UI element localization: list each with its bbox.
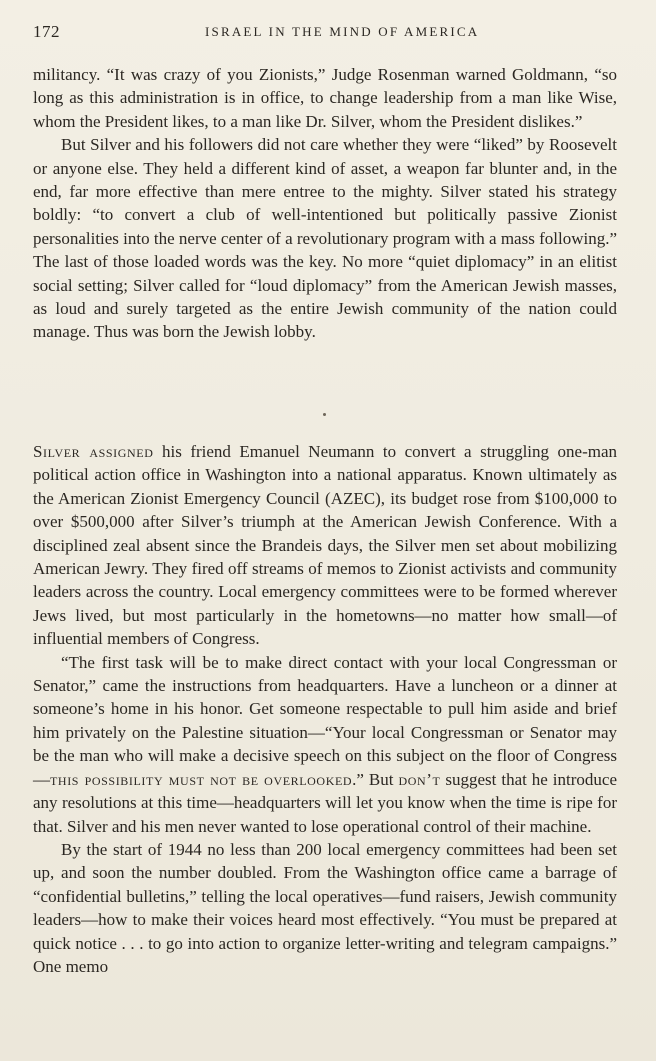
text-block-top <box>33 63 617 344</box>
paragraph-4-part-a: “The first task will be to make direct contact with your local Congressman or Senator,” came the instructions from headquarters. Have a luncheon or a dinner at someone’s home in his honor. Get someone respectable to pull him aside and brief him privately on the Palestine situation—“Your local Congressman or Senator may be the man who will make a decisive speech on this subject on the floor of Congress— <box>33 652 617 789</box>
paragraph-3 <box>33 440 617 651</box>
page-number: 172 <box>33 22 60 41</box>
paragraph-1: militancy. “It was crazy of you Zionists,” Judge Rosenman warned Goldmann, “so long as this administration is in office, to change leadership from a man like Wise, whom the President likes, to a man like Dr. Silver, whom the President dislikes.” <box>33 65 617 131</box>
paragraph-4 <box>33 651 617 838</box>
paragraph-4-part-b: .” But <box>352 769 399 789</box>
emphasis-caps-1: this possibility must not be overlooked <box>50 769 353 789</box>
paragraph-3-body: his friend Emanuel Neumann to convert a struggling one-man political action office in Washington into a national apparatus. Known ultimately as the American Zionist Emergency Council (AZEC), its budget rose from $100,000 to over $500,000 after Silver’s triumph at the American Jewish Conference. With a disciplined zeal absent since the Brandeis days, the Silver men set about mobilizing American Jewry. They fired off streams of memos to Zionist activists and community leaders across the country. Local emergency committees were to be formed wherever Jews lived, but most particularly in the hometowns—no matter how small—of influential members of Congress. <box>33 442 617 649</box>
emphasis-caps-2: don’t <box>398 769 441 789</box>
paragraph-2: But Silver and his followers did not care whether they were “liked” by Roosevelt or anyone else. They held a different kind of asset, a weapon far blunter and, in the end, far more effective than mere entree to the mighty. Silver stated his strategy boldly: “to convert a club of well-intentioned but politically passive Zionist personalities into the nerve center of a revolutionary program with a mass following.” The last of those loaded words was the key. No more “quiet diplomacy” in an elitist social setting; Silver called for “loud diplomacy” from the American Jewish masses, as loud and surely targeted as the entire Jewish community of the nation could manage. Thus was born the Jewish lobby. <box>33 135 617 342</box>
running-head: ISRAEL IN THE MIND OF AMERICA <box>205 24 480 39</box>
paragraph-5: By the start of 1944 no less than 200 local emergency committees had been set up, and soon the number doubled. From the Washington office came a barrage of “confidential bulletins,” telling the local operatives—fund raisers, Jewish community leaders—how to make their voices heard most effectively. “You must be prepared at quick notice . . . to go into action to organize letter-writing and telegram campaigns.” One memo <box>33 839 617 976</box>
section-break-mark <box>323 413 326 416</box>
page-header <box>33 22 623 44</box>
section-lead-in: Silver assigned <box>33 442 154 461</box>
paragraph-4-part-c: suggest that he introduce any resolutions at this time—headquarters will let you know when the time is ripe for that. Silver and his men never wanted to lose operational control of their machine. <box>33 769 617 836</box>
text-block-bottom <box>33 440 617 978</box>
